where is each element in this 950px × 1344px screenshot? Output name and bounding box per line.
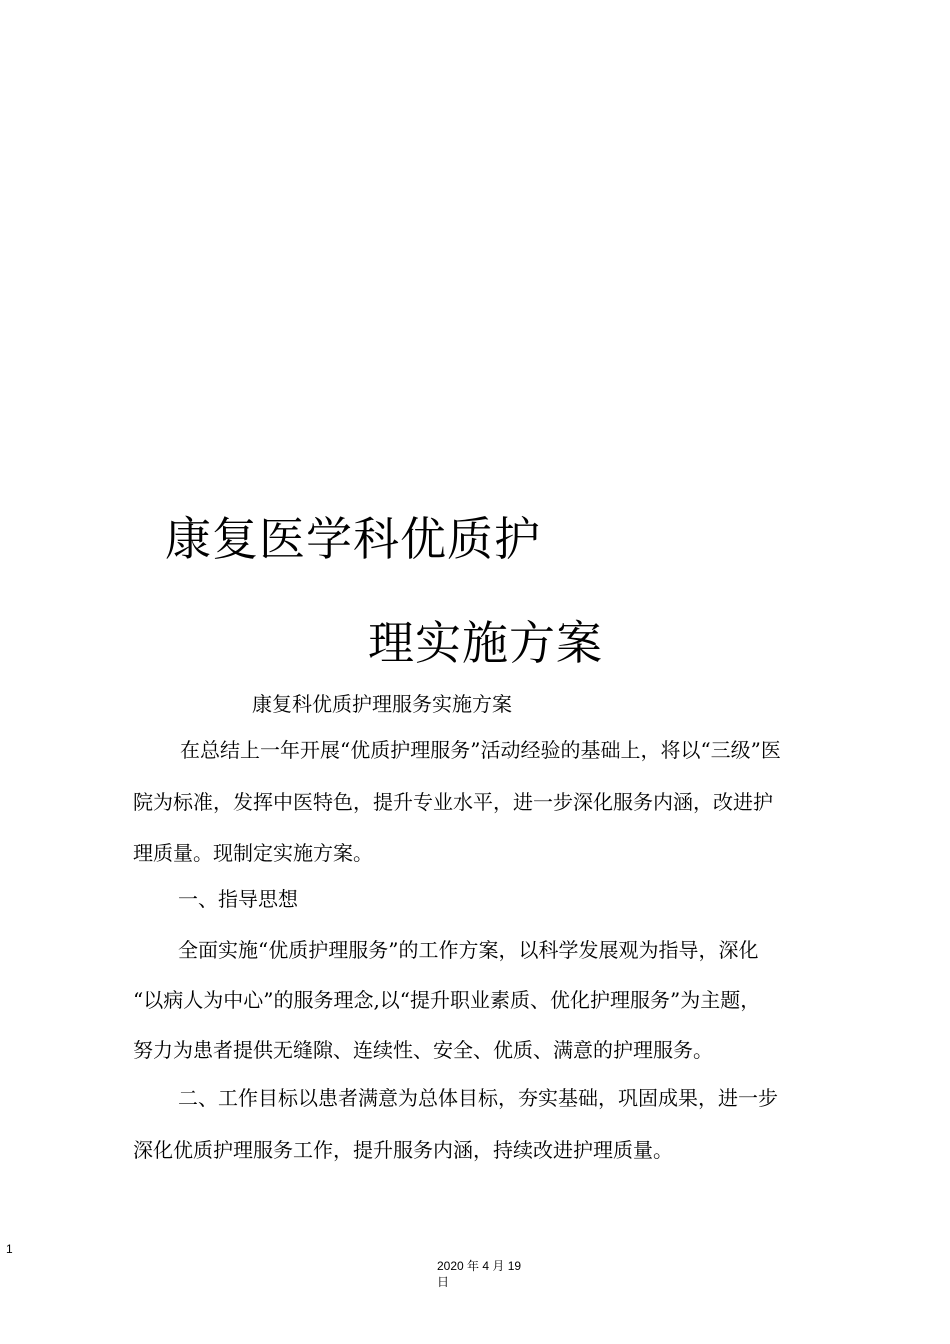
document-title-line-2: 理实施方案 bbox=[368, 616, 603, 670]
footer-date bbox=[437, 1258, 537, 1290]
body-line: 院为标准，发挥中医特色，提升专业水平，进一步深化服务内涵，改进护 bbox=[133, 790, 773, 814]
document-subtitle: 康复科优质护理服务实施方案 bbox=[252, 692, 512, 716]
body-line: 理质量。现制定实施方案。 bbox=[133, 841, 373, 865]
body-line: “以病人为中心”的服务理念,以“提升职业素质、优化护理服务”为主题， bbox=[133, 988, 761, 1012]
page-number: 1 bbox=[6, 1242, 13, 1256]
body-line: 努力为患者提供无缝隙、连续性、安全、优质、满意的护理服务。 bbox=[133, 1038, 713, 1062]
body-line: 在总结上一年开展“优质护理服务”活动经验的基础上，将以“三级”医 bbox=[180, 738, 781, 762]
footer-date-line-1: 2020 年 4 月 19 bbox=[437, 1259, 522, 1273]
section-heading: 二、工作目标以患者满意为总体目标，夯实基础，巩固成果，进一步 bbox=[178, 1086, 778, 1110]
section-heading: 一、指导思想 bbox=[178, 887, 298, 911]
document-title-line-1: 康复医学科优质护 bbox=[165, 512, 541, 566]
footer-date-line-2: 日 bbox=[437, 1275, 450, 1289]
body-line: 深化优质护理服务工作，提升服务内涵，持续改进护理质量。 bbox=[133, 1138, 673, 1162]
body-line: 全面实施“优质护理服务”的工作方案，以科学发展观为指导，深化 bbox=[178, 938, 759, 962]
